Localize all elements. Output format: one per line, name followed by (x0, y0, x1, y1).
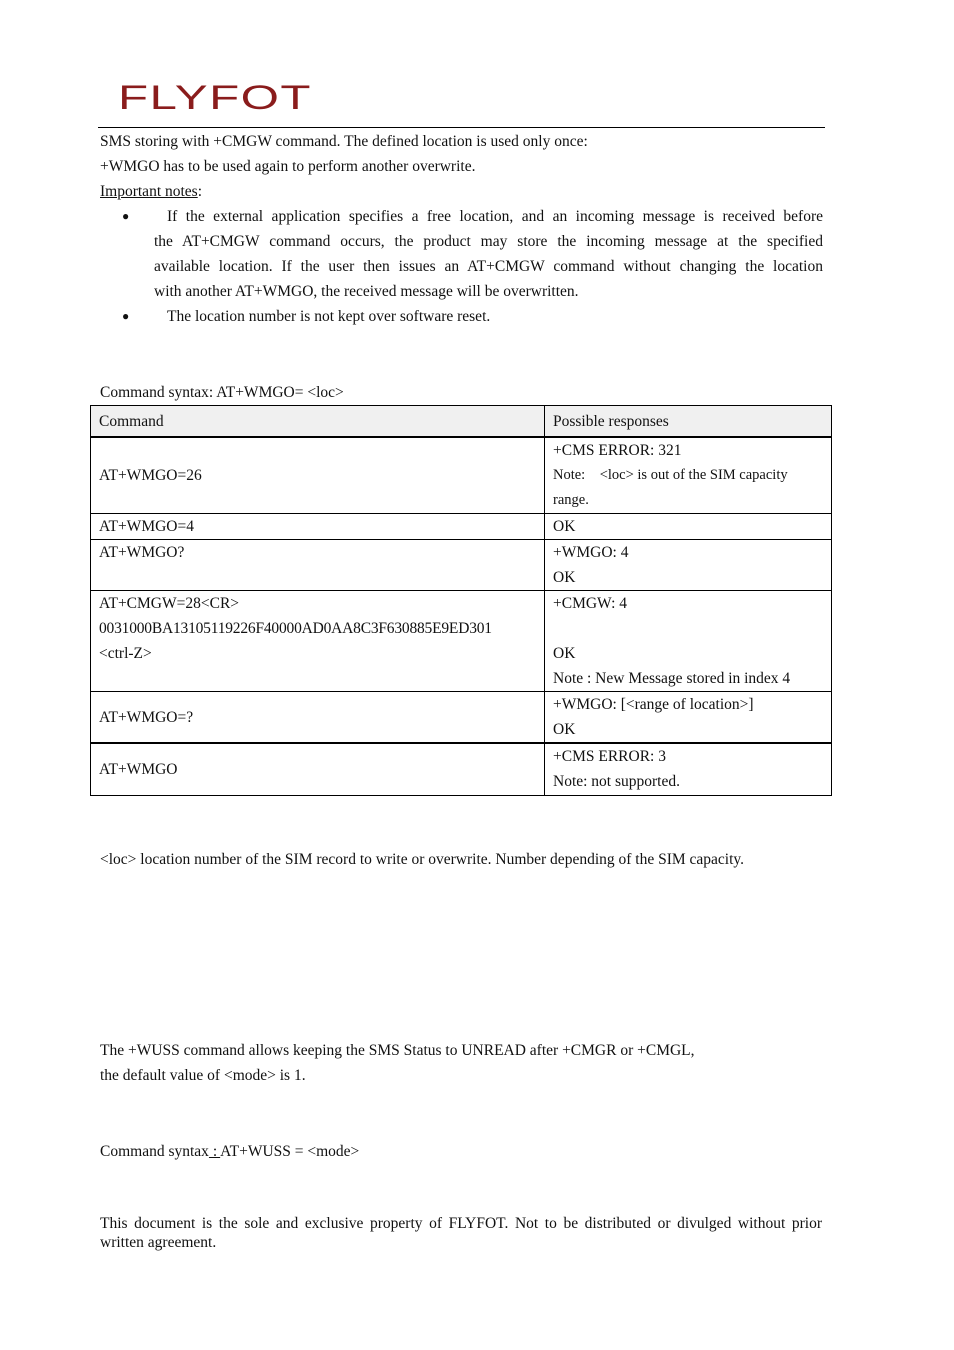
note-1-line-4: with another AT+WMGO, the received message will be overwritten. (154, 283, 579, 300)
cmd-line: AT+CMGW=28<CR> (99, 595, 240, 612)
resp-line: OK (553, 645, 576, 662)
table-row (91, 514, 832, 540)
note-1-line-2: the AT+CMGW command occurs, the product may store the incoming message at the specified (154, 233, 823, 250)
resp-line: +WMGO: [<range of location>] (553, 696, 754, 713)
cmd-line: AT+WMGO? (99, 544, 185, 561)
cmd-line: 0031000BA13105119226F40000AD0AA8C3F630885E9ED301 (99, 620, 492, 637)
header-responses: Possible responses (545, 406, 832, 438)
resp-line: +CMS ERROR: 3 (553, 748, 666, 766)
cell-command (91, 743, 545, 795)
cell-command (91, 437, 545, 514)
cell-command (91, 692, 545, 744)
cmd-line: AT+WMGO=4 (99, 518, 194, 535)
table-row (91, 437, 832, 514)
syntax-sep: : (208, 1143, 221, 1160)
note-2: The location number is not kept over software reset. (167, 308, 491, 325)
intro-line-1: SMS storing with +CMGW command. The defined location is used only once: (100, 133, 588, 150)
resp-line: OK (553, 569, 576, 586)
logo-text: FLYFOT (118, 82, 312, 114)
important-notes-heading (100, 179, 202, 204)
syntax-prefix: Command syntax (100, 1143, 209, 1160)
cell-response (545, 692, 832, 744)
resp-line: OK (553, 721, 576, 738)
cell-response (545, 437, 832, 514)
bullet-icon: ● (122, 209, 130, 223)
resp-line (553, 616, 823, 641)
table-row (91, 591, 832, 692)
footer-disclaimer: This document is the sole and exclusive property of FLYFOT. Not to be distributed or divulged without prior written agreement. (100, 1215, 822, 1251)
wuss-description-line-1: The +WUSS command allows keeping the SMS Status to UNREAD after +CMGR or +CMGL, (100, 1042, 695, 1059)
resp-line: Note: not supported. (553, 773, 680, 791)
cell-response (545, 743, 832, 795)
cell-command (91, 540, 545, 591)
cell-response (545, 540, 832, 591)
command-syntax-wuss (100, 1139, 359, 1164)
table-row (91, 692, 832, 744)
intro-line-2: +WMGO has to be used again to perform another overwrite. (100, 158, 476, 175)
resp-line: +CMGW: 4 (553, 595, 628, 612)
cmd-line: <ctrl-Z> (99, 645, 152, 662)
important-notes-label: Important notes (100, 183, 198, 200)
header-rule (98, 127, 825, 128)
command-syntax-wmgo: Command syntax: AT+WMGO= <loc> (100, 384, 344, 401)
cell-command (91, 591, 545, 692)
cell-response (545, 514, 832, 540)
cell-response (545, 591, 832, 692)
header-command: Command (91, 406, 545, 438)
loc-description: <loc> location number of the SIM record to write or overwrite. Number depending of the SIM capacity. (100, 851, 745, 868)
resp-line: Note: <loc> is out of the SIM capacity (553, 467, 788, 483)
cell-command (91, 514, 545, 540)
bullet-icon: ● (122, 309, 130, 323)
wmgo-command-table (90, 405, 832, 796)
resp-line: +CMS ERROR: 321 (553, 442, 682, 459)
table-header-row (91, 406, 832, 438)
cmd-line: AT+WMGO (99, 760, 178, 778)
table-row (91, 540, 832, 591)
table-row (91, 743, 832, 795)
syntax-cmd: AT+WUSS = <mode> (220, 1143, 360, 1160)
flyfot-logo (118, 82, 314, 114)
cmd-line: AT+WMGO=26 (99, 467, 202, 484)
resp-line: range. (553, 492, 589, 508)
note-1-line-1: If the external application specifies a free location, and an incoming message is received before (167, 208, 823, 225)
resp-line: +WMGO: 4 (553, 544, 629, 561)
note-1-line-3: available location. If the user then issues an AT+CMGW command without changing the location (154, 258, 823, 275)
cmd-line: AT+WMGO=? (99, 708, 194, 726)
wuss-description-line-2: the default value of <mode> is 1. (100, 1067, 306, 1084)
resp-line: OK (553, 518, 576, 535)
resp-line: Note : New Message stored in index 4 (553, 670, 791, 687)
important-notes-colon: : (197, 183, 203, 200)
